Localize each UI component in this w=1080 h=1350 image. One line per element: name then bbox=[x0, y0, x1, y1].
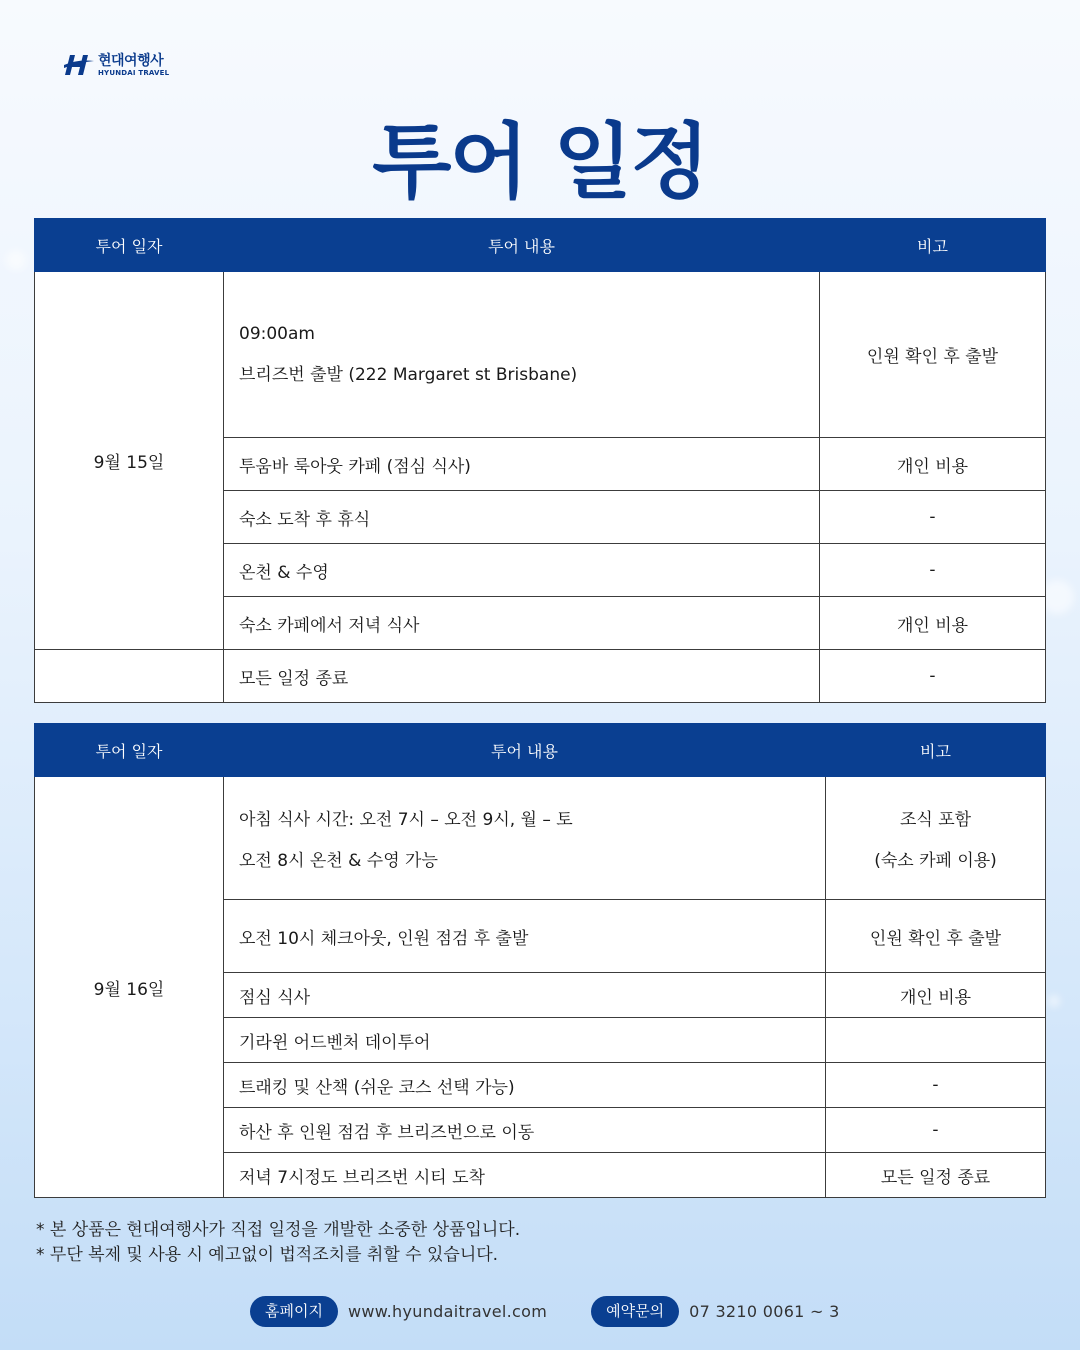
header-content: 투어 내용 bbox=[224, 724, 826, 777]
content-cell: 숙소 카페에서 저녁 식사 bbox=[224, 597, 820, 650]
decorative-bokeh bbox=[1048, 995, 1060, 1007]
content-cell bbox=[224, 777, 826, 900]
note-line: (숙소 카페 이용) bbox=[874, 851, 997, 871]
disclaimer-line: * 본 상품은 현대여행사가 직접 일정을 개발한 소중한 상품입니다. bbox=[36, 1220, 521, 1240]
homepage-link[interactable]: www.hyundaitravel.com bbox=[347, 1302, 548, 1321]
content-line: 아침 식사 시간: 오전 7시 – 오전 9시, 월 – 토 bbox=[239, 810, 573, 830]
hyundai-h-logo-icon bbox=[64, 52, 94, 78]
decorative-bokeh bbox=[6, 250, 26, 270]
content-cell bbox=[224, 272, 820, 438]
schedule-table-day2 bbox=[34, 723, 1046, 1198]
schedule-table-day1 bbox=[34, 218, 1046, 703]
content-cell: 숙소 도착 후 휴식 bbox=[224, 491, 820, 544]
note-cell: - bbox=[820, 650, 1046, 703]
table-header-row bbox=[35, 219, 1046, 272]
note-cell: 모든 일정 종료 bbox=[826, 1153, 1046, 1198]
contact-phone[interactable]: 07 3210 0061 ~ 3 bbox=[689, 1302, 840, 1321]
disclaimer-line: * 무단 복제 및 사용 시 예고없이 법적조치를 취할 수 있습니다. bbox=[36, 1245, 499, 1265]
page-title: 투어 일정 bbox=[372, 115, 708, 210]
note-cell: - bbox=[826, 1108, 1046, 1153]
content-cell: 온천 & 수영 bbox=[224, 544, 820, 597]
header-date: 투어 일자 bbox=[35, 219, 224, 272]
content-cell: 기라윈 어드벤처 데이투어 bbox=[224, 1018, 826, 1063]
date-cell: 9월 15일 bbox=[35, 272, 224, 650]
note-line: 조식 포함 bbox=[899, 810, 972, 830]
content-line: 브리즈번 출발 (222 Margaret st Brisbane) bbox=[239, 365, 578, 385]
brand-logo bbox=[64, 52, 169, 78]
note-cell: 개인 비용 bbox=[820, 438, 1046, 491]
table-header-row bbox=[35, 724, 1046, 777]
note-cell bbox=[826, 1018, 1046, 1063]
footer-contact bbox=[250, 1296, 840, 1327]
brand-name-en: HYUNDAI TRAVEL bbox=[98, 68, 170, 77]
content-cell: 트래킹 및 산책 (쉬운 코스 선택 가능) bbox=[224, 1063, 826, 1108]
contact-label: 예약문의 bbox=[591, 1296, 679, 1327]
date-cell-empty bbox=[35, 650, 224, 703]
header-note: 비고 bbox=[820, 219, 1046, 272]
content-cell: 투움바 룩아웃 카페 (점심 식사) bbox=[224, 438, 820, 491]
note-cell: 인원 확인 후 출발 bbox=[820, 272, 1046, 438]
note-cell: 인원 확인 후 출발 bbox=[826, 900, 1046, 973]
header-content: 투어 내용 bbox=[224, 219, 820, 272]
table-row bbox=[35, 272, 1046, 438]
table-row bbox=[35, 650, 1046, 703]
content-cell: 점심 식사 bbox=[224, 973, 826, 1018]
brand-name-ko: 현대여행사 bbox=[98, 52, 164, 69]
note-cell bbox=[826, 777, 1046, 900]
note-cell: - bbox=[820, 491, 1046, 544]
note-cell: 개인 비용 bbox=[820, 597, 1046, 650]
homepage-label: 홈페이지 bbox=[250, 1296, 338, 1327]
note-cell: - bbox=[826, 1063, 1046, 1108]
disclaimer-notes bbox=[36, 1218, 520, 1268]
content-line: 오전 8시 온천 & 수영 가능 bbox=[239, 851, 438, 871]
content-line: 09:00am bbox=[239, 324, 315, 344]
content-cell: 모든 일정 종료 bbox=[224, 650, 820, 703]
header-date: 투어 일자 bbox=[35, 724, 224, 777]
content-cell: 오전 10시 체크아웃, 인원 점검 후 출발 bbox=[224, 900, 826, 973]
content-cell: 저녁 7시정도 브리즈번 시티 도착 bbox=[224, 1153, 826, 1198]
date-cell: 9월 16일 bbox=[35, 777, 224, 1198]
content-cell: 하산 후 인원 점검 후 브리즈번으로 이동 bbox=[224, 1108, 826, 1153]
header-note: 비고 bbox=[826, 724, 1046, 777]
table-row bbox=[35, 777, 1046, 900]
note-cell: 개인 비용 bbox=[826, 973, 1046, 1018]
note-cell: - bbox=[820, 544, 1046, 597]
